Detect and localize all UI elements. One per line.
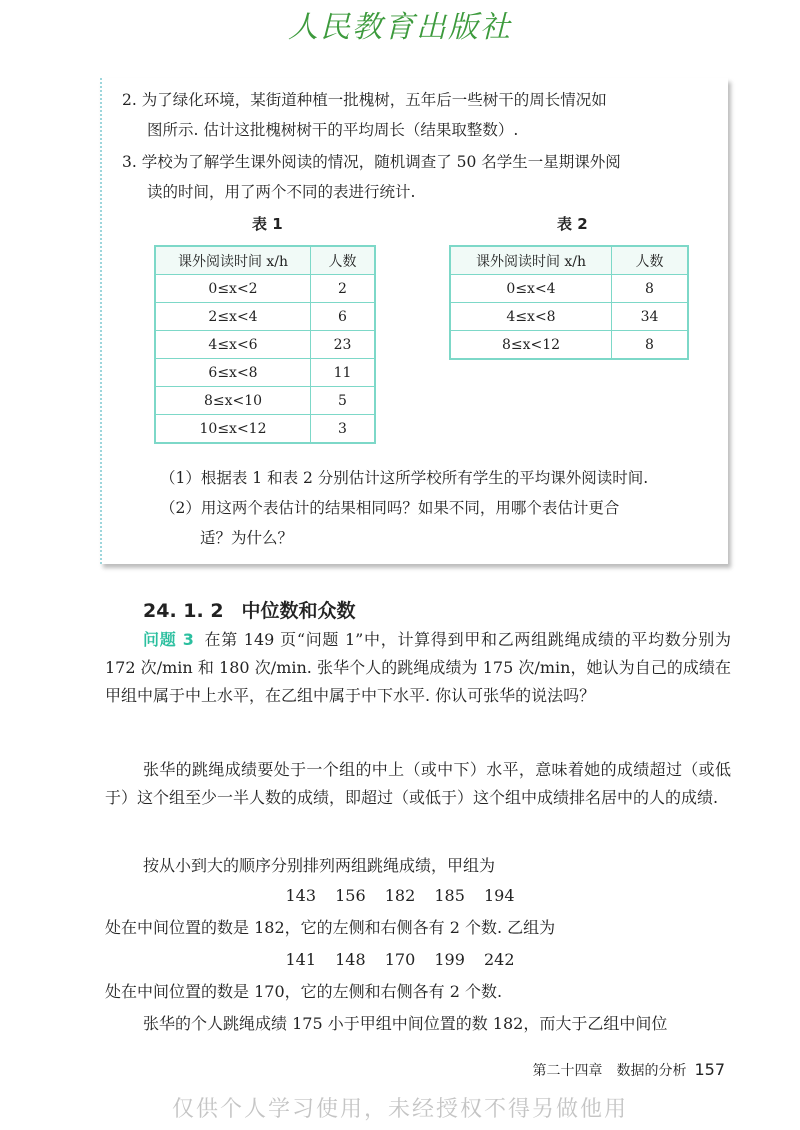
table-cell: 0≤x<2 bbox=[155, 275, 311, 303]
table-2-header-time: 课外阅读时间 x/h bbox=[450, 246, 612, 275]
paragraph-3: 处在中间位置的数是 182，它的左侧和右侧各有 2 个数. 乙组为 bbox=[105, 918, 556, 937]
table-1-header-row bbox=[155, 246, 375, 275]
exercise-box bbox=[100, 78, 728, 564]
table-row bbox=[450, 275, 688, 303]
table-row bbox=[155, 359, 375, 387]
table-row bbox=[155, 415, 375, 444]
table-cell: 2≤x<4 bbox=[155, 303, 311, 331]
table-cell: 11 bbox=[311, 359, 376, 387]
sub-question-1: （1）根据表 1 和表 2 分别估计这所学校所有学生的平均课外阅读时间. bbox=[160, 469, 649, 487]
sub-question-2-line-2: 适？为什么？ bbox=[200, 529, 294, 547]
table-cell: 4≤x<8 bbox=[450, 303, 612, 331]
watermark: 仅供个人学习使用，未经授权不得另做他用 bbox=[171, 1097, 628, 1122]
chapter-label: 第二十四章 数据的分析 bbox=[532, 1063, 687, 1079]
table-cell: 3 bbox=[311, 415, 376, 444]
publisher-header: 人民教育出版社 bbox=[288, 10, 512, 45]
table-row bbox=[450, 331, 688, 360]
table-cell: 23 bbox=[311, 331, 376, 359]
table-cell: 8 bbox=[612, 331, 689, 360]
group-a-scores: 143 156 182 185 194 bbox=[285, 886, 515, 905]
page-number: 157 bbox=[694, 1060, 725, 1079]
section-title bbox=[143, 596, 374, 623]
table-cell: 8 bbox=[612, 275, 689, 303]
table-2 bbox=[449, 245, 689, 360]
paragraph-2: 按从小到大的顺序分别排列两组跳绳成绩，甲组为 bbox=[143, 856, 496, 875]
table-row bbox=[450, 303, 688, 331]
table-1-header-time: 课外阅读时间 x/h bbox=[155, 246, 311, 275]
paragraph-4: 处在中间位置的数是 170，它的左侧和右侧各有 2 个数. bbox=[105, 982, 503, 1001]
table-2-header-count: 人数 bbox=[612, 246, 689, 275]
table-cell: 8≤x<10 bbox=[155, 387, 311, 415]
section-name: 中位数和众数 bbox=[241, 600, 356, 622]
table-cell: 8≤x<12 bbox=[450, 331, 612, 360]
table-1-header-count: 人数 bbox=[311, 246, 376, 275]
table-cell: 0≤x<4 bbox=[450, 275, 612, 303]
exercise-2-line-2: 图所示. 估计这批槐树树干的平均周长（结果取整数）. bbox=[147, 121, 519, 139]
table-cell: 6≤x<8 bbox=[155, 359, 311, 387]
table-cell: 4≤x<6 bbox=[155, 331, 311, 359]
table-row bbox=[155, 331, 375, 359]
table-2-header-row bbox=[450, 246, 688, 275]
table-cell: 34 bbox=[612, 303, 689, 331]
sub-question-2-line-1: （2）用这两个表估计的结果相同吗？如果不同，用哪个表估计更合 bbox=[160, 499, 620, 517]
table-row bbox=[155, 303, 375, 331]
problem-label: 问题 3 bbox=[143, 630, 194, 649]
table-cell: 10≤x<12 bbox=[155, 415, 311, 444]
table-cell: 6 bbox=[311, 303, 376, 331]
exercise-3-line-2: 读的时间，用了两个不同的表进行统计. bbox=[147, 183, 416, 201]
page-footer bbox=[532, 1060, 725, 1080]
problem-3-paragraph bbox=[105, 626, 731, 710]
section-number: 24. 1. 2 bbox=[143, 600, 224, 622]
table-row bbox=[155, 387, 375, 415]
table-cell: 2 bbox=[311, 275, 376, 303]
exercise-2-line-1: 2. 为了绿化环境，某街道种植一批槐树，五年后一些树干的周长情况如 bbox=[122, 91, 607, 109]
table-2-caption: 表 2 bbox=[557, 215, 588, 233]
table-row bbox=[155, 275, 375, 303]
paragraph-5: 张华的个人跳绳成绩 175 小于甲组中间位置的数 182，而大于乙组中间位 bbox=[143, 1014, 668, 1033]
paragraph-1: 张华的跳绳成绩要处于一个组的中上（或中下）水平，意味着她的成绩超过（或低于）这个组至少一半人数的成绩，即超过（或低于）这个组中成绩排名居中的人的成绩. bbox=[105, 760, 731, 807]
group-b-scores: 141 148 170 199 242 bbox=[285, 950, 515, 969]
problem-text: 在第 149 页“问题 1”中，计算得到甲和乙两组跳绳成绩的平均数分别为172 次/min 和 180 次/min. 张华个人的跳绳成绩为 175 次/min，她认为自己的成绩在甲组中属于中上水平，在乙组中属于中下水平. 你认可张华的说法吗？ bbox=[105, 630, 731, 705]
exercise-3-line-1: 3. 学校为了解学生课外阅读的情况，随机调查了 50 名学生一星期课外阅 bbox=[122, 153, 621, 171]
table-1-caption: 表 1 bbox=[252, 215, 283, 233]
table-1 bbox=[154, 245, 376, 444]
table-cell: 5 bbox=[311, 387, 376, 415]
